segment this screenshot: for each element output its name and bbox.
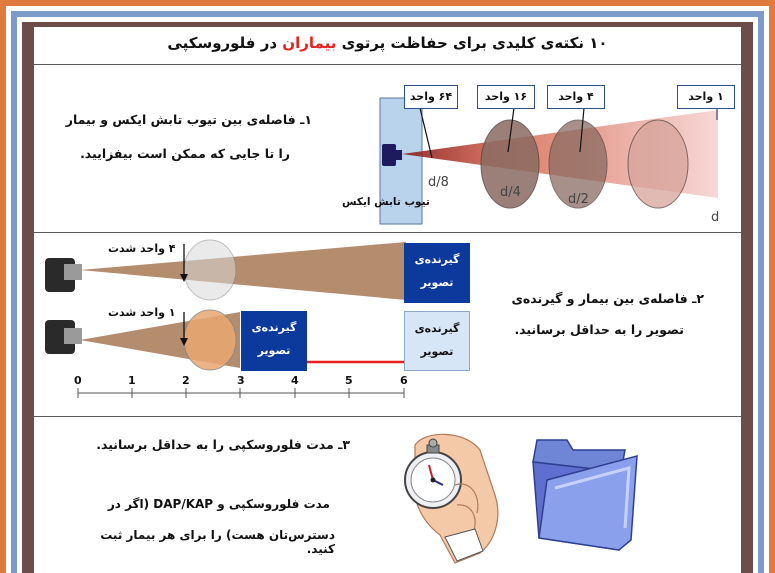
section1-line1: ۱ـ فاصله‌ی بین تیوب تابش ایکس و بیمار: [65, 112, 312, 127]
receptor-top: گیرنده‌ی تصویر: [404, 243, 470, 303]
divider: [34, 232, 741, 233]
patient-ellipse: [184, 240, 236, 300]
intensity-label-bottom: ۱ واحد شدت: [108, 306, 176, 319]
page-title: ۱۰ نکته‌ی کلیدی برای حفاظت پرتوی بیماران در فلوروسکپی: [167, 34, 608, 52]
divider: [34, 416, 741, 417]
folder-icon: [525, 432, 650, 557]
distance-label: d/2: [568, 192, 589, 207]
axis-tick: 2: [182, 374, 190, 387]
distance-label: d/4: [500, 185, 521, 200]
section2-line2: تصویر را به حداقل برسانید.: [514, 322, 684, 337]
tube-icon: [394, 150, 402, 160]
tube-icon: [382, 144, 396, 166]
axis-tick: 4: [291, 374, 299, 387]
receptor-bottom-light: گیرنده‌ی تصویر: [404, 311, 470, 371]
tube-label: تیوب تابش ایکس: [342, 196, 430, 208]
tube-icon: [64, 264, 82, 280]
divider: [34, 64, 741, 65]
axis-tick: 6: [400, 374, 408, 387]
section2-line1: ۲ـ فاصله‌ی بین بیمار و گیرنده‌ی: [511, 291, 704, 306]
intensity-tag: ۴ واحد: [547, 85, 605, 109]
axis-tick: 3: [237, 374, 245, 387]
distance-label: d/8: [428, 175, 449, 190]
patient-ellipse: [184, 310, 236, 370]
section3-line1: ۳ـ مدت فلوروسکپی را به حداقل برسانید.: [96, 437, 350, 452]
axis-tick: 0: [74, 374, 82, 387]
intensity-tag: ۱ واحد: [677, 85, 735, 109]
receptor-bottom-dark: گیرنده‌ی تصویر: [241, 311, 307, 371]
patient-ellipse: [628, 120, 688, 208]
section3-line2: مدت فلوروسکپی و DAP/KAP (اگر در: [107, 497, 330, 511]
axis-tick: 5: [345, 374, 353, 387]
axis-tick: 1: [128, 374, 136, 387]
tube-icon: [64, 328, 82, 344]
intensity-tag: ۱۶ واحد: [477, 85, 535, 109]
stopwatch-icon: [385, 425, 515, 565]
section3-line3: دسترس‌تان هست) را برای هر بیمار ثبت کنید.: [100, 528, 335, 556]
distance-label: d: [711, 210, 720, 225]
intensity-tag: ۶۴ واحد: [404, 85, 458, 109]
section1-line2: را تا جایی که ممکن است بیفزایید.: [80, 146, 290, 161]
intensity-label-top: ۴ واحد شدت: [108, 242, 176, 255]
